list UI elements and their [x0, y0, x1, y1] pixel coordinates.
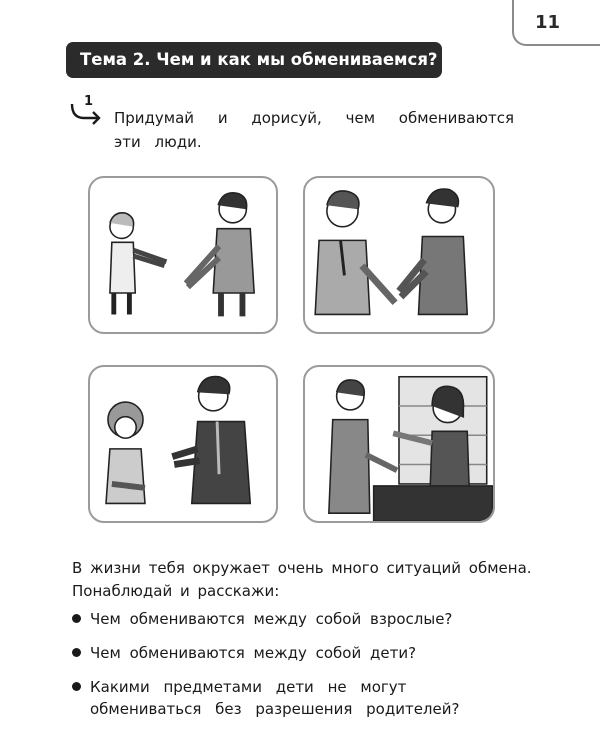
task-instruction: Придумай и дорисуй, чем обмениваются эти люди.: [114, 109, 514, 151]
intro-paragraph: В жизни тебя окружает очень много ситуаций обмена. Понаблюдай и расскажи:: [72, 559, 532, 600]
illustration-drawing: [305, 367, 493, 521]
task-number: 1: [84, 94, 94, 109]
bullet-icon: [72, 648, 81, 657]
illustration-girl-and-man: [88, 365, 278, 523]
illustration-drawing: [305, 178, 493, 332]
illustration-two-boys: [88, 176, 278, 334]
list-item: [72, 642, 512, 664]
page-number: 11: [535, 12, 561, 33]
question-text: Какими предметами дети не могут обмениваться без разрешения родителей?: [90, 678, 460, 718]
topic-title-banner: Тема 2. Чем и как мы обмениваемся?: [66, 42, 442, 78]
illustration-two-men: [303, 176, 495, 334]
illustration-shop-scene: [303, 365, 495, 523]
list-item: [72, 608, 512, 630]
bullet-icon: [72, 614, 81, 623]
question-text: Чем обмениваются между собой взрослые?: [90, 610, 453, 628]
illustration-drawing: [90, 178, 276, 332]
bullet-icon: [72, 682, 81, 691]
question-text: Чем обмениваются между собой дети?: [90, 644, 417, 662]
list-item: [72, 676, 512, 720]
question-list: [72, 608, 512, 732]
illustration-drawing: [90, 367, 276, 521]
